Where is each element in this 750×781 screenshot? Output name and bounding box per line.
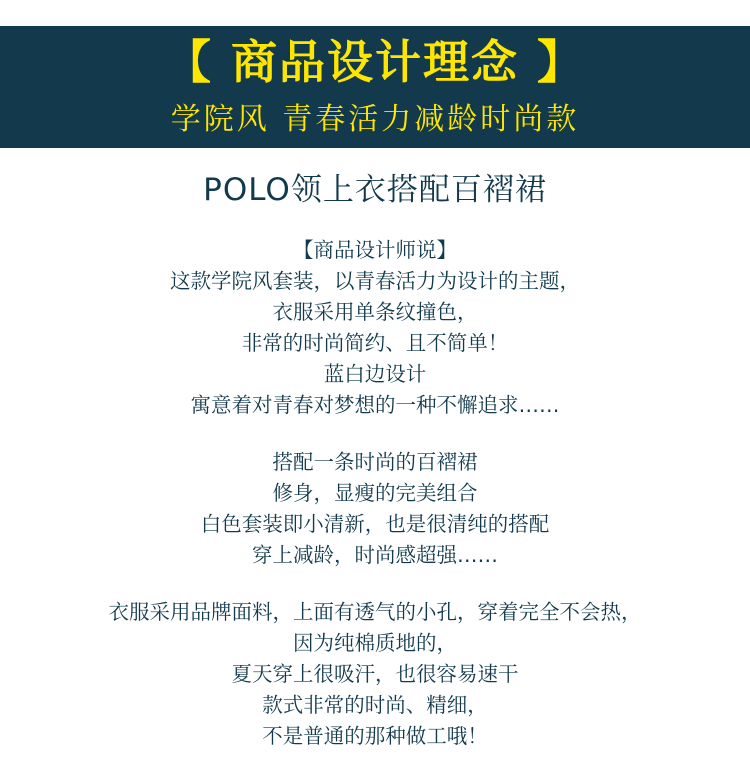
text-line: 白色套装即小清新，也是很清纯的搭配 [200, 512, 550, 536]
text-line: 【商品设计师说】 [293, 238, 457, 262]
paragraph-spacer [0, 571, 750, 597]
text-line: 夏天穿上很吸汗，也很容易速干 [231, 662, 519, 686]
banner-title: 【 商品设计理念 】 [164, 34, 586, 89]
text-line: 搭配一条时尚的百褶裙 [272, 450, 478, 474]
text-line: 衣服采用品牌面料，上面有透气的小孔，穿着完全不会热， [108, 600, 642, 624]
text-line: 款式非常的时尚、精细， [262, 693, 488, 717]
paragraph-designer-says [0, 235, 750, 421]
paragraph-fabric [0, 597, 750, 752]
text-line: 寓意着对青春对梦想的一种不懈追求…… [190, 393, 560, 417]
text-line: 因为纯棉质地的， [293, 631, 457, 655]
text-line: 穿上减龄，时尚感超强…… [252, 543, 498, 567]
text-line: 这款学院风套装，以青春活力为设计的主题， [170, 269, 580, 293]
text-line: 修身，显瘦的完美组合 [272, 481, 478, 505]
page-title: POLO领上衣搭配百褶裙 [203, 172, 547, 208]
text-line: 蓝白边设计 [323, 362, 427, 386]
description-content [0, 152, 750, 752]
paragraph-spacer [0, 421, 750, 447]
text-line: 不是普通的那种做工哦！ [262, 724, 488, 748]
header-banner [0, 26, 750, 148]
text-line: 非常的时尚简约、且不简单！ [241, 331, 509, 355]
text-line: 衣服采用单条纹撞色， [272, 300, 478, 324]
paragraph-skirt-pairing [0, 447, 750, 571]
banner-subtitle: 学院风 青春活力减龄时尚款 [170, 102, 580, 138]
